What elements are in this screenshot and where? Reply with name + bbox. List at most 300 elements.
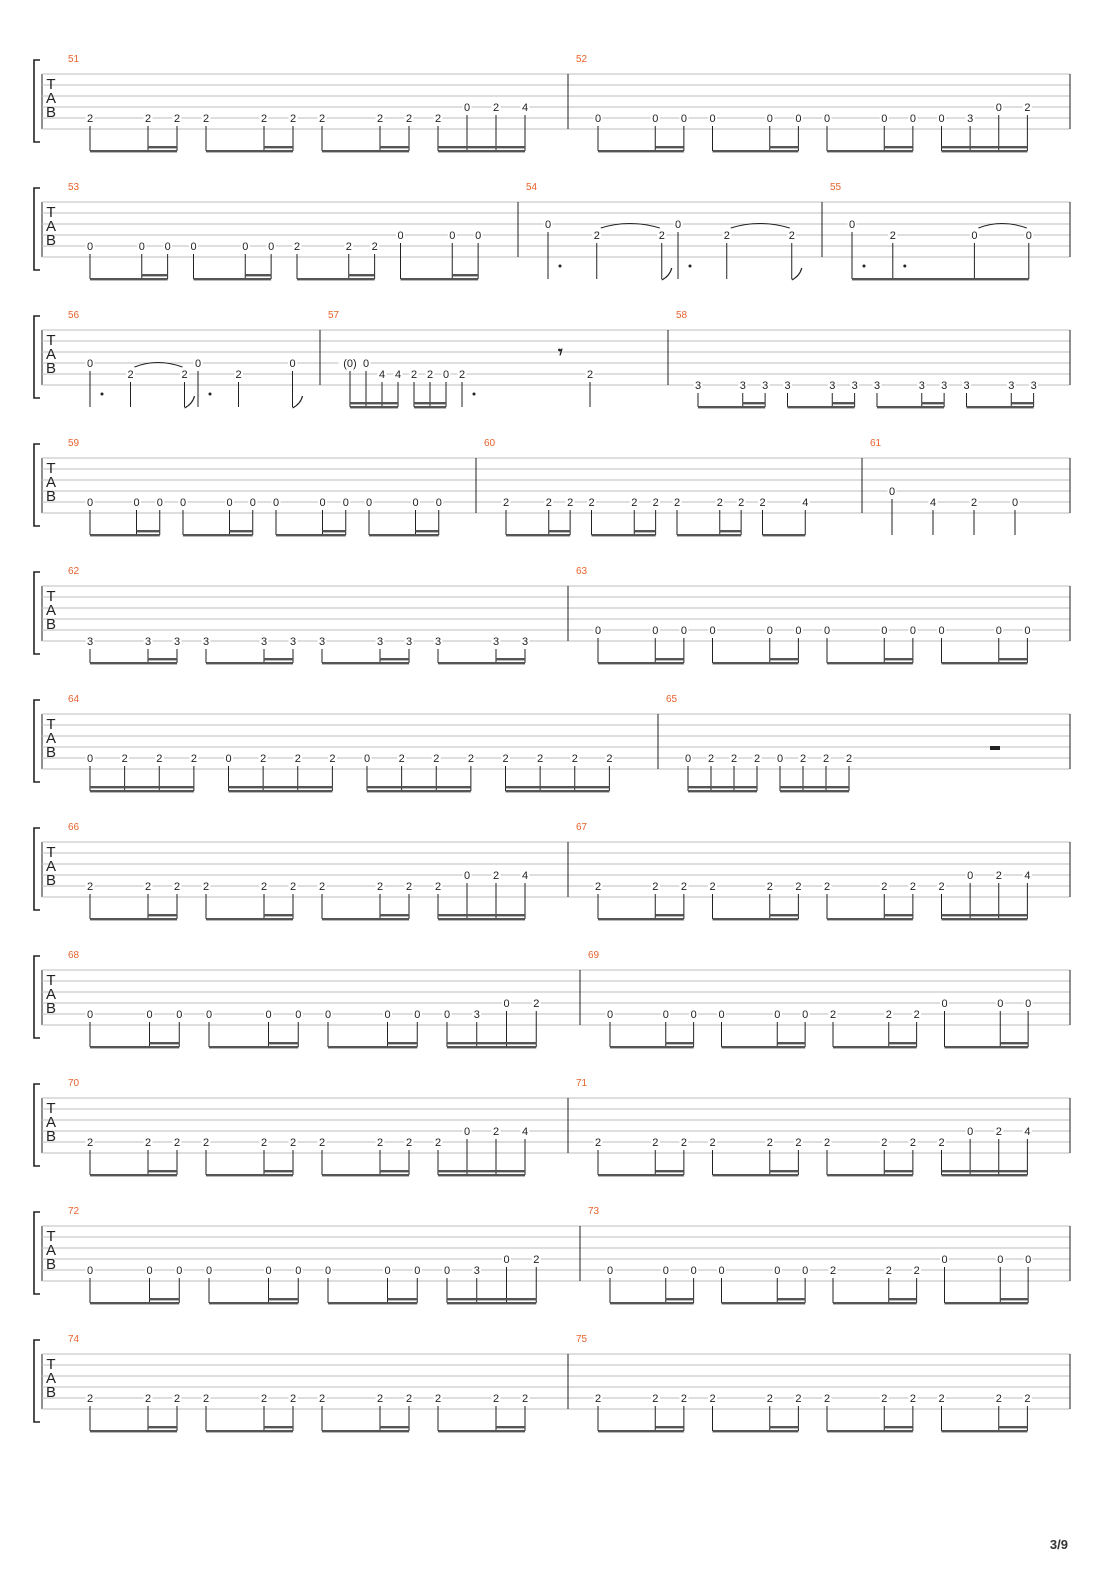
beam-secondary <box>734 786 757 788</box>
fret-number: 0 <box>226 497 233 509</box>
beam-primary <box>322 1174 409 1176</box>
fret-number: 2 <box>652 1137 659 1149</box>
fret-number: 4 <box>521 870 529 882</box>
fret-number: 3 <box>941 380 948 392</box>
tab-clef-letter: T <box>46 1356 56 1373</box>
fret-number: 2 <box>995 1126 1002 1138</box>
measure-number: 53 <box>68 182 80 193</box>
fret-number: 2 <box>594 881 602 893</box>
fret-number: 2 <box>144 1137 152 1149</box>
fret-number: 0 <box>324 1265 332 1277</box>
fret-number: 3 <box>405 636 413 648</box>
fret-number: 0 <box>414 1265 421 1277</box>
fret-number: 2 <box>885 1265 892 1277</box>
beam-primary <box>610 1302 694 1304</box>
beam-secondary <box>245 274 271 276</box>
fret-number: 0 <box>995 102 1002 114</box>
fret-number: 2 <box>822 753 830 765</box>
beam-primary <box>90 918 177 920</box>
system-bracket <box>34 572 40 654</box>
beam-secondary <box>1011 402 1033 404</box>
fret-number: 0 <box>594 625 602 637</box>
fret-number: 2 <box>376 113 384 125</box>
system-bracket <box>34 828 40 910</box>
fret-number: 0 <box>909 113 916 125</box>
fret-number: 4 <box>802 497 809 509</box>
fret-number: 0 <box>941 1254 948 1266</box>
fret-number: 2 <box>434 1393 442 1405</box>
measure-number: 52 <box>576 54 588 65</box>
beam-primary <box>90 278 168 280</box>
beam-secondary <box>970 914 999 916</box>
beam-primary <box>942 662 1028 664</box>
beam-secondary <box>382 402 398 404</box>
beam-secondary <box>496 658 525 660</box>
tab-clef-letter: B <box>45 872 57 889</box>
fret-number: 3 <box>202 636 210 648</box>
beam-secondary <box>380 146 409 148</box>
measure-number: 75 <box>576 1334 588 1345</box>
tab-system <box>34 1078 1070 1176</box>
measure-number: 54 <box>526 182 538 193</box>
fret-number: 2 <box>467 753 474 765</box>
tab-clef-letter: A <box>45 346 57 363</box>
beam-primary <box>276 534 346 536</box>
fret-number: 2 <box>594 1137 602 1149</box>
beam-primary <box>438 918 525 920</box>
fret-number: 4 <box>929 497 937 509</box>
beam-primary <box>438 1174 525 1176</box>
tab-clef-letter: A <box>45 474 57 491</box>
note-flag <box>293 396 303 408</box>
fret-number: 2 <box>173 113 181 125</box>
beam-secondary <box>350 402 366 404</box>
fret-number: 0 <box>363 753 371 765</box>
beam-primary <box>942 1430 1028 1432</box>
measure-number: 60 <box>484 438 496 449</box>
beam-primary <box>90 1302 179 1304</box>
fret-number: 2 <box>795 1137 802 1149</box>
fret-number: 0 <box>503 1254 510 1266</box>
beam-primary <box>322 918 409 920</box>
tab-clef-letter: T <box>46 1100 56 1117</box>
measure-number: 68 <box>68 950 80 961</box>
fret-number: 2 <box>533 1254 540 1266</box>
fret-number: 2 <box>823 1137 831 1149</box>
fret-number: 0 <box>156 497 163 509</box>
fret-number: 2 <box>909 1137 916 1149</box>
beam-primary <box>713 150 799 152</box>
fret-number: 2 <box>502 497 510 509</box>
beam-primary <box>827 150 913 152</box>
beam-secondary <box>507 1298 537 1300</box>
beam-primary <box>414 406 446 408</box>
fret-number: 0 <box>86 753 94 765</box>
fret-number: 0 <box>384 1009 391 1021</box>
rhythm-dot <box>473 393 476 396</box>
fret-number: 2 <box>938 881 945 893</box>
fret-number: 2 <box>716 497 723 509</box>
fret-number: 2 <box>202 881 210 893</box>
fret-number: 2 <box>318 113 326 125</box>
beam-secondary <box>263 786 298 788</box>
rhythm-dot <box>559 265 562 268</box>
beam-secondary <box>467 914 496 916</box>
fret-number: 0 <box>295 1265 302 1277</box>
fret-number: 3 <box>376 636 384 648</box>
beam-primary <box>322 1430 409 1432</box>
beam-primary <box>209 1302 298 1304</box>
fret-number: 2 <box>594 1393 602 1405</box>
tab-clef-letter: T <box>46 76 56 93</box>
fret-number: 0 <box>365 497 373 509</box>
beam-primary <box>206 150 293 152</box>
tab-clef-letter: A <box>45 602 57 619</box>
fret-number: 2 <box>86 113 94 125</box>
fret-number: 0 <box>888 486 896 498</box>
beam-primary <box>194 278 272 280</box>
beam-secondary <box>549 530 570 532</box>
beam-secondary <box>125 786 160 788</box>
fret-number: 0 <box>268 241 275 253</box>
fret-number: 2 <box>492 102 500 114</box>
measure-number: 64 <box>68 694 80 705</box>
beam-primary <box>438 150 525 152</box>
fret-number: 3 <box>318 636 326 648</box>
fret-number: 2 <box>492 870 500 882</box>
beam-secondary <box>506 786 541 788</box>
tab-clef-letter: B <box>45 1128 57 1145</box>
fret-number: 0 <box>997 998 1004 1010</box>
beam-secondary <box>402 786 437 788</box>
beam-primary <box>827 662 913 664</box>
fret-number: 2 <box>759 497 766 509</box>
fret-number: 0 <box>938 113 945 125</box>
fret-number: 0 <box>606 1265 614 1277</box>
fret-number: 2 <box>586 369 594 381</box>
beam-secondary <box>380 914 409 916</box>
beam-secondary <box>666 1298 694 1300</box>
beam-secondary <box>634 530 655 532</box>
fret-number: (0) <box>343 358 357 370</box>
beam-secondary <box>264 658 293 660</box>
fret-number: 0 <box>1025 1254 1032 1266</box>
beam-primary <box>90 662 177 664</box>
fret-number: 2 <box>1024 102 1031 114</box>
fret-number: 0 <box>690 1265 697 1277</box>
fret-number: 3 <box>851 380 858 392</box>
fret-number: 2 <box>545 497 552 509</box>
beam-primary <box>209 1046 298 1048</box>
beam-secondary <box>452 274 478 276</box>
fret-number: 2 <box>173 1137 181 1149</box>
system-bracket <box>34 316 40 398</box>
beam-primary <box>688 790 757 792</box>
fret-number: 3 <box>873 380 881 392</box>
fret-number: 0 <box>412 497 419 509</box>
fret-number: 2 <box>823 881 831 893</box>
tab-system <box>34 822 1070 920</box>
fret-number: 2 <box>533 998 540 1010</box>
fret-number: 0 <box>86 1265 94 1277</box>
tab-system <box>34 54 1070 152</box>
beam-secondary <box>367 786 402 788</box>
fret-number: 0 <box>766 113 773 125</box>
fret-number: 0 <box>86 241 94 253</box>
tab-clef-letter: A <box>45 1242 57 1259</box>
fret-number: 0 <box>176 1009 183 1021</box>
fret-number: 0 <box>774 1009 781 1021</box>
fret-number: 2 <box>434 1137 442 1149</box>
tab-clef-letter: B <box>45 1256 57 1273</box>
fret-number: 2 <box>144 1393 152 1405</box>
fret-number: 4 <box>378 369 386 381</box>
fret-number: 0 <box>443 1265 451 1277</box>
fret-number: 2 <box>795 1393 802 1405</box>
system-bracket <box>34 60 40 142</box>
beam-secondary <box>655 914 684 916</box>
fret-number: 2 <box>458 369 466 381</box>
measure-number: 69 <box>588 950 600 961</box>
measure-number: 61 <box>870 438 882 449</box>
fret-number: 2 <box>181 369 188 381</box>
fret-number: 2 <box>723 230 730 242</box>
half-rest <box>990 746 1000 750</box>
fret-number: 2 <box>593 230 600 242</box>
beam-primary <box>722 1046 806 1048</box>
beam-secondary <box>655 1426 684 1428</box>
beam-secondary <box>999 1426 1028 1428</box>
fret-number: 0 <box>205 1009 213 1021</box>
beam-primary <box>90 1430 177 1432</box>
fret-number: 0 <box>1011 497 1019 509</box>
measure-number: 58 <box>676 310 688 321</box>
fret-number: 0 <box>442 369 450 381</box>
beam-secondary <box>447 1298 477 1300</box>
tab-system <box>34 182 1070 280</box>
fret-number: 2 <box>709 1137 716 1149</box>
beam-secondary <box>298 786 333 788</box>
fret-number: 0 <box>718 1265 725 1277</box>
beam-primary <box>833 1046 917 1048</box>
fret-number: 2 <box>881 881 888 893</box>
beam-primary <box>183 534 253 536</box>
beam-secondary <box>416 530 439 532</box>
beam-primary <box>780 790 849 792</box>
fret-number: 2 <box>970 497 978 509</box>
beam-primary <box>328 1302 417 1304</box>
fret-number: 4 <box>1024 870 1031 882</box>
beam-secondary <box>148 146 177 148</box>
fret-number: 0 <box>179 497 187 509</box>
fret-number: 3 <box>762 380 769 392</box>
tab-clef-letter: A <box>45 90 57 107</box>
fret-number: 4 <box>521 102 529 114</box>
beam-secondary <box>720 530 741 532</box>
beam-primary <box>367 790 471 792</box>
beam-secondary <box>770 914 799 916</box>
fret-number: 2 <box>173 881 181 893</box>
fret-number: 0 <box>652 625 659 637</box>
beam-secondary <box>884 914 913 916</box>
fret-number: 2 <box>173 1393 181 1405</box>
fret-number: 0 <box>909 625 916 637</box>
beam-primary <box>763 534 806 536</box>
fret-number: 0 <box>967 1126 974 1138</box>
beam-primary <box>942 150 1028 152</box>
tab-clef-letter: B <box>45 744 57 761</box>
tab-clef-letter: B <box>45 232 57 249</box>
fret-number: 2 <box>938 1393 945 1405</box>
tab-clef-letter: A <box>45 730 57 747</box>
measure-number: 71 <box>576 1078 588 1089</box>
beam-secondary <box>999 1170 1028 1172</box>
fret-number: 3 <box>967 113 974 125</box>
tab-system <box>34 694 1070 792</box>
beam-primary <box>322 662 409 664</box>
beam-secondary <box>942 1170 971 1172</box>
fret-number: 0 <box>1025 230 1032 242</box>
fret-number: 0 <box>680 625 687 637</box>
beam-primary <box>713 1174 799 1176</box>
beam-secondary <box>889 1298 917 1300</box>
beam-secondary <box>666 1042 694 1044</box>
beam-secondary <box>655 1170 684 1172</box>
fret-number: 0 <box>463 102 471 114</box>
beam-primary <box>322 150 409 152</box>
fret-number: 4 <box>394 369 402 381</box>
fret-number: 0 <box>662 1009 669 1021</box>
tab-clef-letter: A <box>45 1370 57 1387</box>
fret-number: 0 <box>362 358 370 370</box>
measure-number: 57 <box>328 310 340 321</box>
fret-number: 2 <box>289 1137 297 1149</box>
fret-number: 2 <box>913 1265 920 1277</box>
fret-number: 0 <box>86 1009 94 1021</box>
beam-primary <box>90 534 160 536</box>
beam-secondary <box>388 1298 418 1300</box>
fret-number: 0 <box>342 497 349 509</box>
beam-secondary <box>777 1042 805 1044</box>
tab-system <box>34 566 1070 664</box>
fret-number: 0 <box>272 497 280 509</box>
beam-secondary <box>711 786 734 788</box>
beam-primary <box>827 1174 913 1176</box>
fret-number: 0 <box>443 1009 451 1021</box>
fret-number: 2 <box>318 881 326 893</box>
fret-number: 0 <box>690 1009 697 1021</box>
beam-primary <box>506 534 570 536</box>
fret-number: 0 <box>995 625 1002 637</box>
beam-primary <box>438 1430 525 1432</box>
rhythm-dot <box>863 265 866 268</box>
fret-number: 0 <box>86 358 94 370</box>
beam-secondary <box>349 274 375 276</box>
eighth-rest: 𝄾 <box>558 342 563 362</box>
fret-number: 2 <box>707 753 715 765</box>
fret-number: 2 <box>492 1126 500 1138</box>
beam-primary <box>206 1174 293 1176</box>
beam-secondary <box>803 786 826 788</box>
fret-number: 2 <box>913 1009 920 1021</box>
fret-number: 3 <box>86 636 94 648</box>
fret-number: 2 <box>738 497 745 509</box>
beam-primary <box>350 406 398 408</box>
fret-number: 3 <box>829 380 836 392</box>
beam-secondary <box>884 1426 913 1428</box>
beam-primary <box>90 1174 177 1176</box>
beam-primary <box>713 918 799 920</box>
fret-number: 2 <box>1024 1393 1031 1405</box>
tab-clef-letter: T <box>46 460 56 477</box>
fret-number: 0 <box>414 1009 421 1021</box>
fret-number: 3 <box>473 1265 480 1277</box>
fret-number: 0 <box>674 219 682 231</box>
fret-number: 0 <box>138 241 145 253</box>
fret-number: 0 <box>652 113 659 125</box>
fret-number: 2 <box>845 753 853 765</box>
system-bracket <box>34 1340 40 1422</box>
fret-number: 2 <box>293 241 301 253</box>
beam-secondary <box>999 914 1028 916</box>
tab-clef-letter: T <box>46 1228 56 1245</box>
fret-number: 2 <box>829 1009 837 1021</box>
fret-number: 2 <box>709 881 716 893</box>
fret-number: 2 <box>753 753 761 765</box>
beam-secondary <box>477 1042 507 1044</box>
beam-secondary <box>414 402 430 404</box>
fret-number: 2 <box>329 753 336 765</box>
fret-number: 2 <box>376 881 384 893</box>
beam-secondary <box>436 786 471 788</box>
fret-number: 2 <box>995 1393 1002 1405</box>
fret-number: 2 <box>680 1393 687 1405</box>
fret-number: 0 <box>823 113 831 125</box>
beam-primary <box>877 406 944 408</box>
fret-number: 3 <box>694 380 702 392</box>
beam-primary <box>722 1302 806 1304</box>
beam-secondary <box>770 1170 799 1172</box>
beam-primary <box>90 150 177 152</box>
fret-number: 0 <box>503 998 510 1010</box>
fret-number: 0 <box>1025 998 1032 1010</box>
fret-number: 2 <box>938 1137 945 1149</box>
beam-secondary <box>496 1170 525 1172</box>
beam-secondary <box>655 146 684 148</box>
beam-secondary <box>467 146 496 148</box>
beam-primary <box>598 1174 684 1176</box>
fret-number: 2 <box>405 113 413 125</box>
beam-secondary <box>142 274 168 276</box>
tab-system <box>34 950 1070 1048</box>
fret-number: 0 <box>164 241 171 253</box>
beam-secondary <box>323 530 346 532</box>
fret-number: 0 <box>718 1009 725 1021</box>
tab-clef-letter: A <box>45 986 57 1003</box>
tab-clef-letter: T <box>46 204 56 221</box>
beam-secondary <box>743 402 765 404</box>
beam-secondary <box>770 658 799 660</box>
system-bracket <box>34 444 40 526</box>
measure-number: 59 <box>68 438 80 449</box>
fret-number: 2 <box>376 1393 384 1405</box>
beam-secondary <box>777 1298 805 1300</box>
beam-primary <box>206 1430 293 1432</box>
rhythm-dot <box>101 393 104 396</box>
fret-number: 2 <box>889 230 896 242</box>
fret-number: 2 <box>127 369 134 381</box>
tab-clef-letter: A <box>45 1114 57 1131</box>
